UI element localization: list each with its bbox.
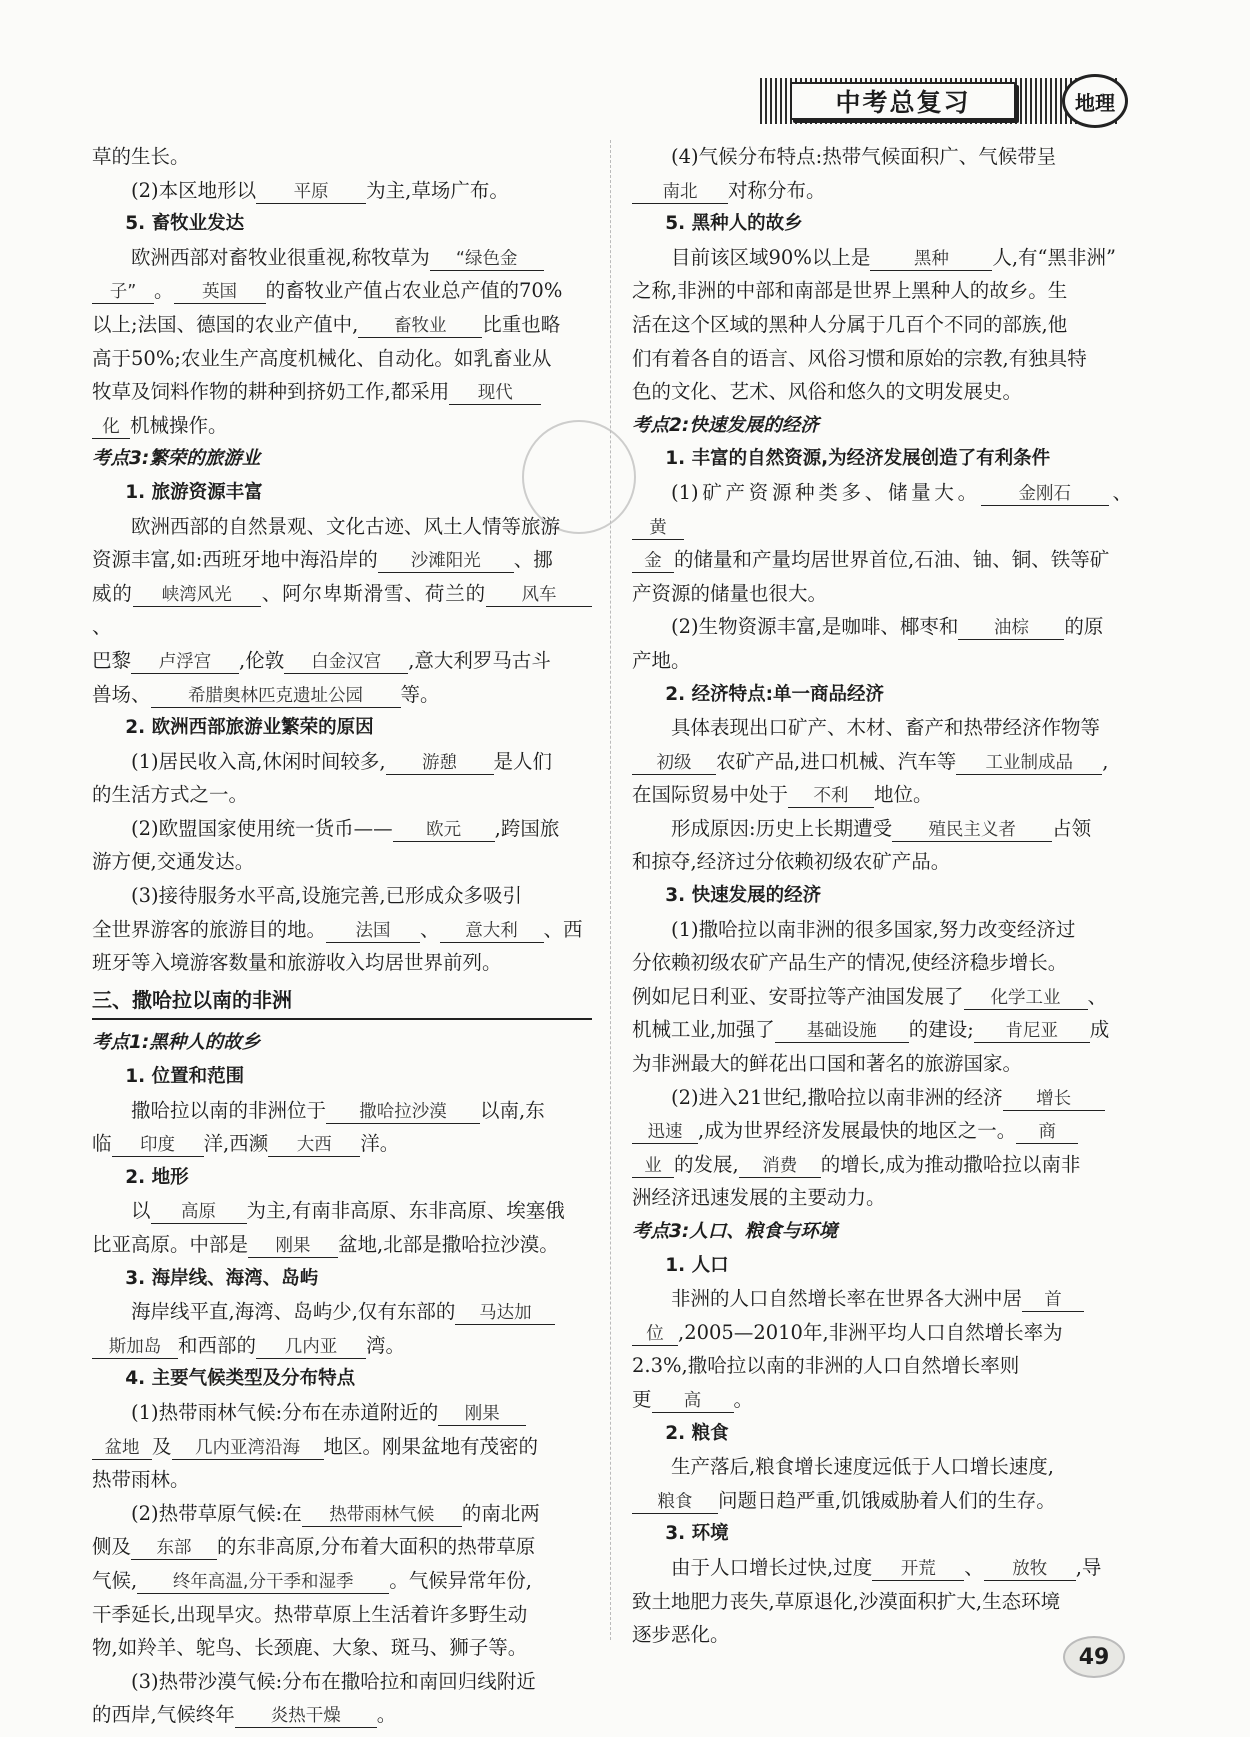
text-segment: 牧草及饲料作物的耕种到挤奶工作,都采用 (92, 380, 450, 404)
text-segment: 2. 欧洲西部旅游业繁荣的原因 (125, 717, 374, 739)
text-segment: 1. 位置和范围 (125, 1066, 245, 1088)
text-segment: 物,如羚羊、鸵鸟、长颈鹿、大象、斑马、狮子等。 (92, 1636, 528, 1660)
text-segment: 非洲的人口自然增长率在世界各大洲中居 (671, 1287, 1023, 1311)
text-segment: , (1102, 749, 1109, 773)
text-line (92, 308, 592, 342)
text-line (92, 1094, 592, 1128)
answer-blank: 刚果 (438, 1403, 526, 1426)
text-segment: 的增长,成为推动撒哈拉以南非 (820, 1152, 1081, 1176)
text-segment: 活在这个区域的黑种人分属于几百个不同的部族,他 (632, 312, 1068, 336)
text-segment: 考点3:繁荣的旅游业 (92, 448, 261, 470)
text-segment: (1)热带雨林气候:分布在赤道附近的 (131, 1400, 439, 1424)
text-line (92, 1665, 592, 1699)
left-column (92, 140, 592, 1732)
answer-blank: 盆地 (92, 1437, 152, 1460)
answer-blank: 化 (92, 416, 130, 439)
text-line (92, 174, 592, 208)
text-line (92, 577, 592, 644)
text-segment: 盆地,北部是撒哈拉沙漠。 (338, 1233, 559, 1256)
text-segment: 机械操作。 (130, 413, 228, 437)
answer-blank: 金 (632, 550, 674, 573)
text-line (92, 1463, 592, 1497)
text-segment: 三、撒哈拉以南的非洲 (92, 987, 292, 1012)
text-segment: 们有着各自的语言、风俗习惯和原始的宗教,有独具特 (632, 346, 1087, 370)
text-segment: 1. 旅游资源丰富 (125, 481, 263, 503)
right-column (632, 140, 1132, 1652)
answer-blank: 现代 (449, 382, 541, 405)
text-segment: 。气候异常年份, (389, 1568, 532, 1592)
text-line (92, 845, 592, 879)
text-segment: 地位。 (874, 783, 933, 807)
text-line (92, 1530, 592, 1564)
text-segment: 的西岸,气候终年 (92, 1703, 235, 1727)
text-segment: 临 (92, 1132, 112, 1156)
text-segment: 撒哈拉以南的非洲位于 (131, 1098, 327, 1122)
text-line (632, 812, 1132, 846)
answer-blank: 迅速 (632, 1121, 698, 1144)
text-line (632, 1383, 1132, 1417)
text-segment: 4. 主要气候类型及分布特点 (125, 1368, 356, 1390)
text-segment: 洋,西濒 (203, 1132, 269, 1156)
answer-blank: 殖民主义者 (892, 819, 1052, 842)
answer-blank: 放牧 (984, 1558, 1076, 1581)
text-segment: 在国际贸易中处于 (632, 783, 789, 807)
text-segment: 考点2:快速发展的经济 (632, 414, 819, 436)
answer-blank: 高原 (151, 1201, 247, 1224)
text-line (92, 375, 592, 409)
exam-point-heading (92, 1026, 592, 1060)
text-segment: ,意大利罗马古斗 (408, 648, 551, 672)
text-segment: (3)接待服务水平高,设施完善,已形成众多吸引 (131, 884, 523, 908)
text-line (632, 1081, 1132, 1115)
subsection-heading (632, 442, 1132, 476)
answer-blank: 开荒 (872, 1558, 964, 1581)
text-segment: 2. 地形 (125, 1166, 189, 1188)
subsection-heading (92, 476, 592, 510)
text-segment: 、 (420, 917, 440, 941)
text-line (632, 1349, 1132, 1383)
text-line (632, 1450, 1132, 1484)
text-segment: 欧洲西部的自然景观、文化古迹、风土人情等旅游 (131, 514, 561, 538)
answer-blank: 金刚石 (981, 483, 1109, 506)
text-segment: 2. 粮食 (665, 1422, 729, 1444)
text-line (632, 946, 1132, 980)
text-segment: (1)撒哈拉以南非洲的很多国家,努力改变经济过 (671, 917, 1076, 941)
subsection-heading (632, 678, 1132, 712)
text-segment: ,跨国旅 (494, 816, 560, 840)
text-line (92, 1295, 592, 1329)
exam-point-heading (632, 1215, 1132, 1249)
text-segment: 洋。 (360, 1132, 400, 1156)
text-segment: 、西 (543, 917, 583, 941)
text-segment: 为主,有南非高原、东非高原、埃塞俄 (246, 1199, 565, 1223)
answer-blank: 英国 (174, 281, 266, 304)
subsection-heading (92, 207, 592, 241)
text-segment: 具体表现出口矿产、木材、畜产和热带经济作物等 (671, 716, 1101, 740)
text-line (92, 678, 592, 712)
text-segment: 草的生长。 (92, 145, 190, 168)
header-banner (760, 78, 1120, 124)
text-segment: 为非洲最大的鲜花出口国和著名的旅游国家。 (632, 1052, 1023, 1076)
answer-blank: 基础设施 (775, 1020, 909, 1043)
text-segment: 对称分布。 (728, 178, 826, 202)
answer-blank: 不利 (788, 785, 874, 808)
text-segment: 产地。 (632, 648, 691, 672)
answer-blank: 游憩 (386, 752, 494, 775)
answer-blank: 东部 (131, 1537, 217, 1560)
subsection-heading (92, 1362, 592, 1396)
exam-point-heading (92, 442, 592, 476)
answer-blank: 南北 (632, 181, 728, 204)
text-line (632, 577, 1132, 611)
text-line (632, 644, 1132, 678)
text-segment: 3. 环境 (665, 1523, 729, 1545)
text-line (92, 879, 592, 913)
text-segment: 欧洲西部对畜牧业很重视,称牧草为 (131, 245, 430, 269)
text-line (632, 711, 1132, 745)
text-segment: 形成原因:历史上长期遭受 (671, 816, 893, 840)
text-segment: 问题日趋严重,饥饿威胁着人们的生存。 (718, 1488, 1056, 1512)
text-segment: 比重也略 (482, 312, 561, 336)
text-segment: 游方便,交通发达。 (92, 850, 255, 874)
text-line (632, 308, 1132, 342)
header-title: 中考总复习 (790, 82, 1016, 120)
text-line (92, 1564, 592, 1598)
text-segment: 成 (1089, 1018, 1110, 1042)
text-segment: 、 (92, 615, 112, 639)
text-segment: 、 (964, 1555, 984, 1579)
answer-blank: 子” (92, 281, 154, 304)
subject-badge: 地理 (1062, 74, 1128, 128)
answer-blank: 希腊奥林匹克遗址公园 (151, 685, 401, 708)
text-segment: 、 (1108, 480, 1132, 504)
subsection-heading (92, 711, 592, 745)
text-line (632, 1013, 1132, 1047)
subsection-heading (632, 1517, 1132, 1551)
answer-blank: 工业制成品 (956, 752, 1102, 775)
answer-blank: 几内亚 (256, 1336, 366, 1359)
answer-blank: 首 (1022, 1289, 1084, 1312)
text-segment: 湾。 (366, 1333, 406, 1357)
text-line (92, 745, 592, 779)
text-line (92, 510, 592, 544)
text-segment: 是人们 (493, 749, 553, 773)
text-segment: 。 (154, 279, 174, 303)
answer-blank: 法国 (326, 920, 420, 943)
text-segment: 分依赖初级农矿产品生产的情况,使经济稳步增长。 (632, 951, 1068, 975)
text-segment: ,伦敦 (239, 648, 285, 672)
answer-blank: 峡湾风光 (133, 584, 261, 607)
text-segment: 5. 畜牧业发达 (125, 213, 245, 235)
text-line (92, 1127, 592, 1161)
text-segment: 色的文化、艺术、风俗和悠久的文明发展史。 (632, 380, 1023, 404)
text-segment: (2)欧盟国家使用统一货币—— (131, 816, 393, 840)
text-segment: 及 (152, 1434, 172, 1458)
text-segment: 的建设; (908, 1018, 974, 1042)
answer-blank: 马达加 (455, 1302, 555, 1325)
text-segment: 考点3:人口、粮食与环境 (632, 1221, 838, 1242)
answer-blank: 初级 (632, 752, 716, 775)
text-line (92, 1396, 592, 1430)
text-segment: 热带雨林。 (92, 1468, 190, 1492)
answer-blank: 风车 (486, 584, 592, 607)
text-line (632, 1585, 1132, 1619)
text-segment: 以南,东 (480, 1098, 545, 1122)
text-line (632, 274, 1132, 308)
text-segment: 资源丰富,如:西班牙地中海沿岸的 (92, 548, 378, 572)
answer-blank: 大西 (268, 1134, 360, 1157)
text-segment: 更 (632, 1387, 652, 1411)
text-line (92, 1430, 592, 1464)
text-segment: (1)矿产资源种类多、储量大。 (671, 480, 981, 504)
subsection-heading (92, 1262, 592, 1296)
text-line (632, 476, 1132, 543)
text-line (92, 543, 592, 577)
text-segment: 机械工业,加强了 (632, 1018, 775, 1042)
answer-blank: 平原 (256, 181, 366, 204)
text-segment: 以上;法国、德国的农业产值中, (92, 312, 359, 336)
text-segment: 例如尼日利亚、安哥拉等产油国发展了 (632, 984, 964, 1008)
text-line (632, 174, 1132, 208)
text-segment: 海岸线平直,海湾、岛屿少,仅有东部的 (131, 1300, 456, 1324)
text-segment: 5. 黑种人的故乡 (665, 213, 803, 235)
text-segment: 、阿尔卑斯滑雪、荷兰的 (260, 581, 486, 605)
text-segment: 的南北两 (461, 1501, 540, 1525)
text-line (92, 644, 592, 678)
text-segment: 威的 (92, 581, 133, 605)
text-segment: 之称,非洲的中部和南部是世界上黑种人的故乡。生 (632, 279, 1068, 303)
text-line (632, 778, 1132, 812)
text-line (632, 1551, 1132, 1585)
answer-blank: 业 (632, 1155, 674, 1178)
answer-blank: 白金汉宫 (284, 651, 408, 674)
subsection-heading (632, 1249, 1132, 1283)
answer-blank: 增长 (1003, 1088, 1105, 1111)
exam-point-heading (632, 409, 1132, 443)
text-line (632, 1114, 1132, 1148)
text-segment: 目前该区域90%以上是 (671, 245, 871, 269)
text-segment: 巴黎 (92, 648, 132, 672)
text-line (632, 1047, 1132, 1081)
subsection-heading (632, 207, 1132, 241)
page-number: 49 (1063, 1636, 1125, 1678)
text-line (632, 1148, 1132, 1182)
text-line (92, 946, 592, 980)
answer-blank: 消费 (739, 1155, 821, 1178)
text-segment: 。 (376, 1703, 397, 1727)
text-segment: ,导 (1075, 1555, 1102, 1579)
text-line (632, 342, 1132, 376)
text-segment: 高于50%;农业生产高度机械化、自动化。如乳畜业从 (92, 346, 552, 370)
text-segment: 全世界游客的旅游目的地。 (92, 917, 327, 941)
text-segment: 2. 经济特点:单一商品经济 (665, 683, 885, 705)
text-line (92, 1698, 592, 1732)
text-line (632, 845, 1132, 879)
text-segment: ,成为世界经济发展最快的地区之一。 (698, 1119, 1017, 1143)
text-segment: 和西部的 (178, 1333, 257, 1357)
text-segment: 逐步恶化。 (632, 1623, 730, 1647)
answer-blank: 商 (1016, 1121, 1078, 1144)
text-segment: 生产落后,粮食增长速度远低于人口增长速度, (671, 1455, 1054, 1479)
answer-blank: 化学工业 (964, 987, 1088, 1010)
answer-blank: 几内亚湾沿海 (172, 1437, 324, 1460)
text-line (632, 140, 1132, 174)
text-line (92, 274, 592, 308)
text-segment: 的储量和产量均居世界首位,石油、铀、铜、铁等矿 (674, 548, 1110, 572)
text-segment: 为主,草场广布。 (366, 178, 509, 202)
answer-blank: 油棕 (958, 617, 1064, 640)
answer-blank: “绿色金 (430, 248, 544, 271)
text-line (632, 745, 1132, 779)
text-segment: (2)热带草原气候:在 (131, 1501, 302, 1525)
text-line (632, 1618, 1132, 1652)
text-segment: 侧及 (92, 1535, 132, 1559)
text-segment: (1)居民收入高,休闲时间较多, (131, 749, 386, 773)
text-segment: 3. 快速发展的经济 (665, 885, 822, 907)
text-line (92, 1329, 592, 1363)
text-line (92, 140, 592, 174)
text-segment: 农矿产品,进口机械、汽车等 (716, 749, 957, 773)
text-line (632, 980, 1132, 1014)
answer-blank: 斯加岛 (92, 1336, 178, 1359)
text-segment: (3)热带沙漠气候:分布在撒哈拉和南回归线附近 (131, 1669, 536, 1693)
text-segment: 的畜牧业产值占农业总产值的70% (265, 279, 563, 303)
answer-blank: 印度 (112, 1134, 204, 1157)
answer-blank: 沙滩阳光 (378, 550, 514, 573)
text-line (92, 1228, 592, 1262)
text-segment: 2.3%,撒哈拉以南的非洲的人口自然增长率则 (632, 1354, 1020, 1378)
answer-blank: 高 (652, 1390, 734, 1413)
subsection-heading (92, 1060, 592, 1094)
text-segment: ,2005—2010年,非洲平均人口自然增长率为 (678, 1320, 1063, 1344)
answer-blank: 撒哈拉沙漠 (326, 1101, 480, 1124)
text-segment: 由于人口增长过快,过度 (671, 1555, 873, 1579)
text-segment: 干季延长,出现旱灾。热带草原上生活着许多野生动 (92, 1602, 528, 1626)
text-line (632, 610, 1132, 644)
text-line (92, 241, 592, 275)
text-line (92, 778, 592, 812)
text-segment: 、挪 (513, 548, 553, 572)
answer-blank: 畜牧业 (358, 315, 482, 338)
text-segment: 的原 (1064, 615, 1104, 639)
text-segment: 等。 (400, 682, 440, 706)
text-segment: 地区。刚果盆地有茂密的 (323, 1434, 539, 1458)
text-segment: 3. 海岸线、海湾、岛屿 (125, 1267, 319, 1289)
text-line (632, 913, 1132, 947)
text-segment: 班牙等入境游客数量和旅游收入均居世界前列。 (92, 951, 502, 975)
text-line (92, 913, 592, 947)
text-line (92, 1497, 592, 1531)
text-line (632, 543, 1132, 577)
text-line (632, 1181, 1132, 1215)
answer-blank: 黄 (632, 517, 684, 540)
subsection-heading (632, 879, 1132, 913)
answer-blank: 粮食 (632, 1491, 718, 1514)
answer-blank: 终年高温,分干季和湿季 (137, 1571, 389, 1594)
text-segment: 、 (1087, 984, 1108, 1008)
text-segment: 。 (733, 1387, 754, 1411)
text-line (92, 812, 592, 846)
text-line (632, 375, 1132, 409)
text-segment: 兽场、 (92, 682, 151, 706)
subsection-heading (632, 1417, 1132, 1451)
text-line (632, 1484, 1132, 1518)
text-segment: 1. 丰富的自然资源,为经济发展创造了有利条件 (665, 448, 1051, 470)
answer-blank: 欧元 (393, 819, 495, 842)
text-segment: 考点1:黑种人的故乡 (92, 1032, 261, 1054)
column-divider (610, 140, 611, 1640)
answer-blank: 卢浮宫 (131, 651, 239, 674)
answer-blank: 意大利 (440, 920, 544, 943)
text-segment: 和掠夺,经济过分依赖初级农矿产品。 (632, 850, 951, 874)
text-line (92, 342, 592, 376)
text-segment: (2)生物资源丰富,是咖啡、椰枣和 (671, 615, 959, 639)
text-segment: (2)进入21世纪,撒哈拉以南非洲的经济 (671, 1085, 1003, 1109)
answer-blank: 黑种 (870, 248, 992, 271)
text-segment: (2)本区地形以 (131, 178, 257, 202)
answer-blank: 刚果 (248, 1235, 338, 1258)
text-line (92, 1598, 592, 1632)
text-segment: 的东非高原,分布着大面积的热带草原 (217, 1535, 536, 1559)
text-segment: 比亚高原。中部是 (92, 1233, 249, 1256)
text-line (92, 1631, 592, 1665)
text-line (632, 1316, 1132, 1350)
text-segment: 以 (131, 1199, 151, 1223)
text-segment: 产资源的储量也很大。 (632, 581, 828, 605)
text-segment: (4)气候分布特点:热带气候面积广、气候带呈 (671, 145, 1057, 168)
text-line (632, 1282, 1132, 1316)
text-segment: 气候, (92, 1568, 138, 1592)
text-segment: 人,有“黑非洲” (992, 245, 1116, 269)
text-line (92, 409, 592, 443)
answer-blank: 位 (632, 1323, 678, 1346)
text-segment: 致土地肥力丧失,草原退化,沙漠面积扩大,生态环境 (632, 1589, 1061, 1613)
text-line (92, 1194, 592, 1228)
answer-blank: 肯尼亚 (974, 1020, 1090, 1043)
text-segment: 洲经济迅速发展的主要动力。 (632, 1186, 886, 1210)
answer-blank: 热带雨林气候 (302, 1504, 462, 1527)
text-segment: 的发展, (674, 1152, 739, 1176)
subsection-heading (92, 1161, 592, 1195)
section-heading (92, 984, 592, 1021)
text-segment: 的生活方式之一。 (92, 783, 249, 807)
text-segment: 占领 (1052, 816, 1092, 840)
answer-blank: 炎热干燥 (235, 1705, 377, 1728)
text-line (632, 241, 1132, 275)
text-segment: 1. 人口 (665, 1254, 729, 1276)
